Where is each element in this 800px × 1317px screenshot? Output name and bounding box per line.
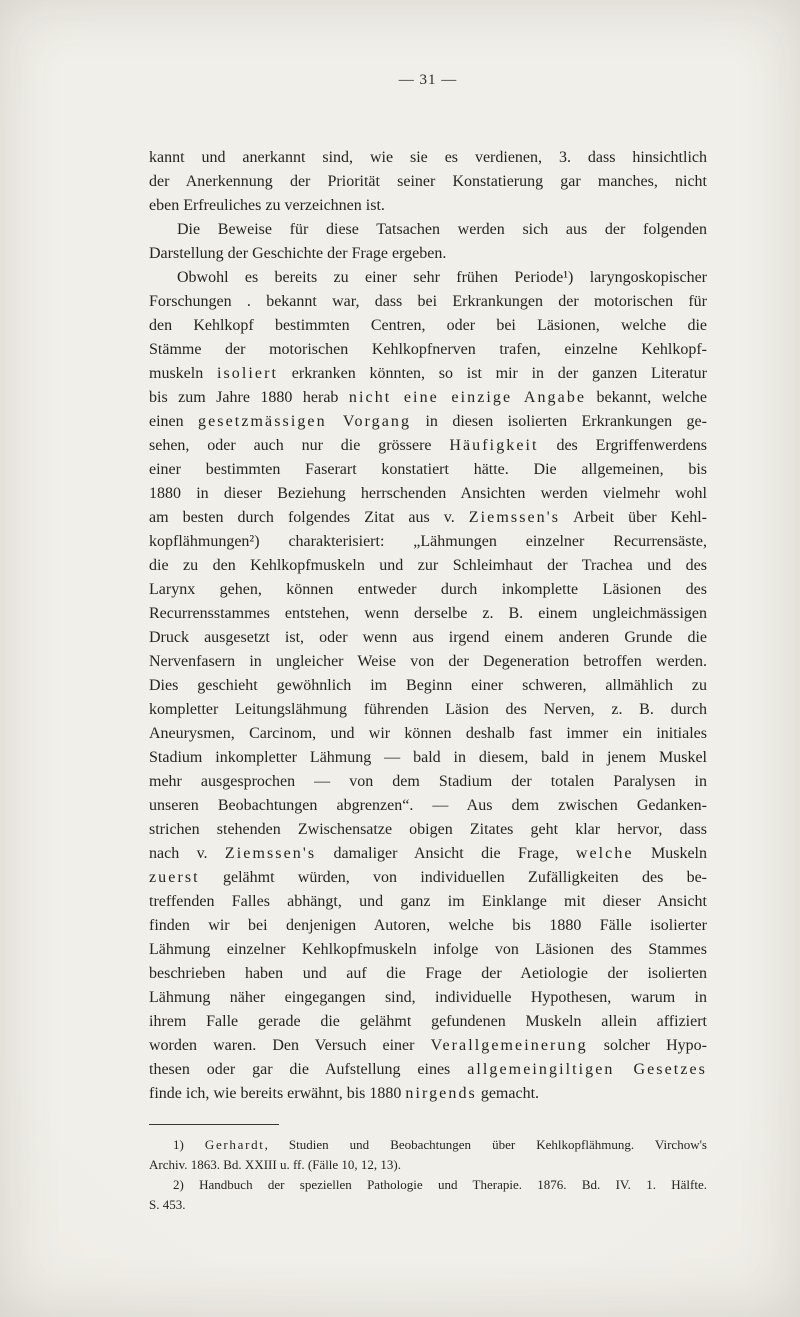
text-line: Darstellung der Geschichte der Frage ergeben. [149,245,447,262]
text-line: thesen oder gar die Aufstellung eines allgemeingiltigen Gesetzes [149,1061,707,1078]
text-line: der Anerkennung der Priorität seiner Konstatierung gar manches, nicht [149,173,707,190]
text-line: kompletter Leitungslähmung führenden Läsion des Nerven, z. B. durch [149,701,707,718]
text-line: ihrem Falle gerade die gelähmt gefundenen Muskeln allein affiziert [149,1013,707,1030]
text-line: Druck ausgesetzt ist, oder wenn aus irgend einem anderen Grunde die [149,629,707,646]
text-line: Recurrensstammes entstehen, wenn derselbe z. B. einem ungleichmässigen [149,605,707,622]
footnote-line: 2) Handbuch der speziellen Pathologie und Therapie. 1876. Bd. IV. 1. Hälfte. [173,1177,707,1192]
text-line: bis zum Jahre 1880 herab nicht eine einzige Angabe bekannt, welche [149,389,707,406]
emphasized-text: zuerst [149,869,200,886]
text-line: Lähmung einzelner Kehlkopfmuskeln infolge von Läsionen des Stammes [149,941,707,958]
text-line: Stämme der motorischen Kehlkopfnerven trafen, einzelne Kehlkopf- [149,341,707,358]
text-line: unseren Beobachtungen abgrenzen“. — Aus dem zwischen Gedanken- [149,797,707,814]
emphasized-text: nicht eine einzige Angabe [348,389,587,406]
text-line: sehen, oder auch nur die grössere Häufigkeit des Ergriffenwerdens [149,437,707,454]
text-line: strichen stehenden Zwischensatze obigen Zitates geht klar hervor, dass [149,821,707,838]
emphasized-text: Häufigkeit [449,437,539,454]
text-line: einen gesetzmässigen Vorgang in diesen isolierten Erkrankungen ge- [149,413,707,430]
text-line: am besten durch folgendes Zitat aus v. Ziemssen's Arbeit über Kehl- [149,509,707,526]
text-line: Stadium inkompletter Lähmung — bald in diesem, bald in jenem Muskel [149,749,707,766]
emphasized-text: Gerhardt [204,1137,265,1152]
emphasized-text: Ziemssen's [468,509,561,526]
text-line: mehr ausgesprochen — von dem Stadium der totalen Paralysen in [149,773,707,790]
text-line: die zu den Kehlkopfmuskeln und zur Schleimhaut der Trachea und des [149,557,707,574]
text-line: Obwohl es bereits zu einer sehr frühen Periode¹) laryngoskopischer [177,269,707,286]
emphasized-text: allgemeingiltigen Gesetzes [467,1061,707,1078]
page-number: — 31 — [398,72,458,88]
text-line: Die Beweise für diese Tatsachen werden sich aus der folgenden [177,221,707,238]
footnote-line: 1) Gerhardt, Studien und Beobachtungen über Kehlkopflähmung. Virchow's [173,1137,707,1152]
footnotes-section [149,1135,707,1215]
emphasized-text: Ziemssen's [224,845,317,862]
text-line: Lähmung näher eingegangen sind, individuelle Hypothesen, warum in [149,989,707,1006]
text-line: beschrieben haben und auf die Frage der Aetiologie der isolierten [149,965,707,982]
text-line: 1880 in dieser Beziehung herrschenden Ansichten werden vielmehr wohl [149,485,707,502]
text-line: den Kehlkopf bestimmten Centren, oder bei Läsionen, welche die [149,317,707,334]
text-line: Dies geschieht gewöhnlich im Beginn einer schweren, allmählich zu [149,677,707,694]
text-line: worden waren. Den Versuch einer Verallgemeinerung solcher Hypo- [149,1037,708,1054]
text-line: eben Erfreuliches zu verzeichnen ist. [149,197,385,214]
emphasized-text: Verallgemeinerung [430,1037,588,1054]
text-line: Forschungen . bekannt war, dass bei Erkrankungen der motorischen für [149,293,707,310]
text-line: einer bestimmten Faserart konstatiert hätte. Die allgemeinen, bis [149,461,707,478]
footnote-line: Archiv. 1863. Bd. XXIII u. ff. (Fälle 10, 12, 13). [149,1157,402,1172]
text-line: kannt und anerkannt sind, wie sie es verdienen, 3. dass hinsichtlich [149,149,707,166]
text-line: finden wir bei denjenigen Autoren, welche bis 1880 Fälle isolierter [149,917,707,934]
emphasized-text: gesetzmässigen Vorgang [198,413,412,430]
text-line: zuerst gelähmt würden, von individuellen Zufälligkeiten des be- [149,869,707,886]
footnote-line: S. 453. [149,1197,186,1212]
text-line: Nervenfasern in ungleicher Weise von der Degeneration betroffen werden. [149,653,707,670]
emphasized-text: nirgends [405,1085,477,1102]
emphasized-text: welche [575,845,634,862]
text-line: kopflähmungen²) charakterisiert: „Lähmungen einzelner Recurrensäste, [149,533,707,550]
text-line: nach v. Ziemssen's damaliger Ansicht die Frage, welche Muskeln [149,845,707,862]
text-line: finde ich, wie bereits erwähnt, bis 1880 nirgends gemacht. [149,1085,540,1102]
text-line: Larynx gehen, können entweder durch inkomplette Läsionen des [149,581,707,598]
body-text [149,146,707,1106]
footnote-divider [149,1124,279,1125]
text-line: Aneurysmen, Carcinom, und wir können deshalb fast immer ein initiales [149,725,707,742]
text-line: treffenden Falles abhängt, und ganz im Einklange mit dieser Ansicht [149,893,707,910]
emphasized-text: isoliert [216,365,279,382]
text-line: muskeln isoliert erkranken könnten, so ist mir in der ganzen Literatur [149,365,708,382]
